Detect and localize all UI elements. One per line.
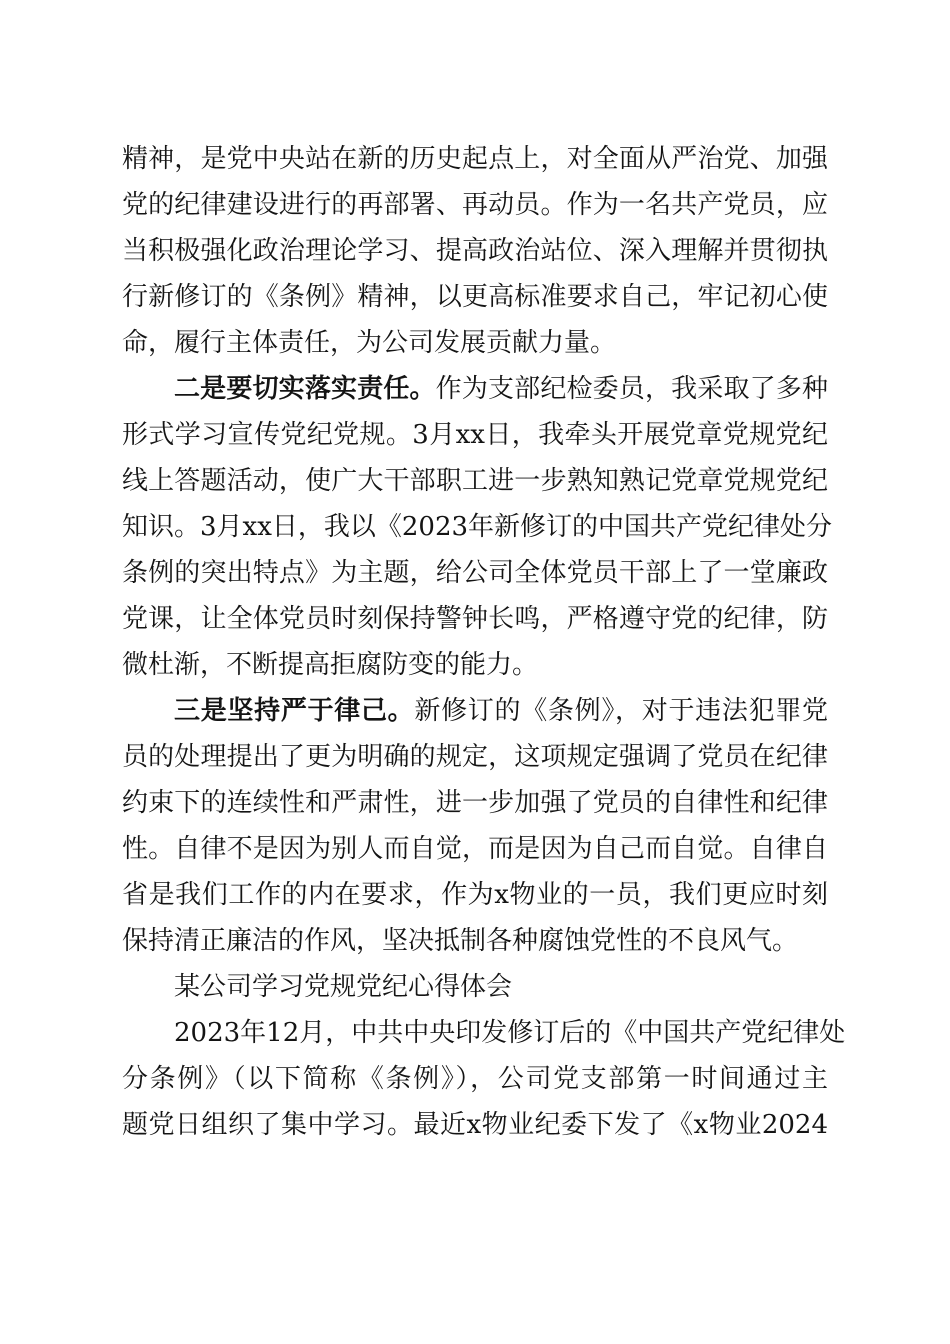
text-line: 条例的突出特点》为主题，给公司全体党员干部上了一堂廉政 bbox=[122, 558, 828, 588]
paragraph-5 bbox=[122, 1010, 846, 1148]
text-line: 当积极强化政治理论学习、提高政治站位、深入理解并贯彻执 bbox=[122, 236, 828, 266]
paragraph-lead: 二是要切实落实责任。 bbox=[174, 374, 436, 404]
text-line: 省是我们工作的内在要求，作为x物业的一员，我们更应时刻 bbox=[122, 880, 828, 910]
text-line: 党的纪律建设进行的再部署、再动员。作为一名共产党员，应 bbox=[122, 190, 828, 220]
text-line: 2023年12月，中共中央印发修订后的《中国共产党纪律处 bbox=[174, 1018, 846, 1048]
heading-text: 某公司学习党规党纪心得体会 bbox=[174, 972, 513, 1002]
text-line: 性。自律不是因为别人而自觉，而是因为自己而自觉。自律自 bbox=[122, 834, 828, 864]
text-line: 党课，让全体党员时刻保持警钟长鸣，严格遵守党的纪律，防 bbox=[122, 604, 828, 634]
text-line: 行新修订的《条例》精神，以更高标准要求自己，牢记初心使 bbox=[122, 282, 828, 312]
text-line: 微杜渐，不断提高拒腐防变的能力。 bbox=[122, 650, 539, 680]
text-line: 分条例》（以下简称《条例》），公司党支部第一时间通过主 bbox=[122, 1064, 828, 1094]
text-line bbox=[122, 366, 828, 412]
text-line: 知识。3月xx日，我以《2023年新修订的中国共产党纪律处分 bbox=[122, 512, 833, 542]
document-body bbox=[122, 136, 846, 1148]
section-heading bbox=[122, 964, 828, 1010]
text-line: 命，履行主体责任，为公司发展贡献力量。 bbox=[122, 328, 617, 358]
text-line: 保持清正廉洁的作风，坚决抵制各种腐蚀党性的不良风气。 bbox=[122, 926, 799, 956]
text-line: 精神，是党中央站在新的历史起点上，对全面从严治党、加强 bbox=[122, 144, 828, 174]
text-line: 形式学习宣传党纪党规。3月xx日，我牵头开展党章党规党纪 bbox=[122, 420, 828, 450]
paragraph-lead: 三是坚持严于律己。 bbox=[174, 696, 415, 726]
paragraph-1 bbox=[122, 136, 828, 366]
paragraph-2 bbox=[122, 366, 833, 688]
text-line: 约束下的连续性和严肃性，进一步加强了党员的自律性和纪律 bbox=[122, 788, 828, 818]
text-line: 线上答题活动，使广大干部职工进一步熟知熟记党章党规党纪 bbox=[122, 466, 828, 496]
paragraph-first-line-rest: 作为支部纪检委员，我采取了多种 bbox=[435, 374, 828, 404]
paragraph-3 bbox=[122, 688, 828, 964]
text-line: 员的处理提出了更为明确的规定，这项规定强调了党员在纪律 bbox=[122, 742, 828, 772]
text-line bbox=[122, 688, 828, 734]
paragraph-first-line-rest: 新修订的《条例》，对于违法犯罪党 bbox=[414, 696, 828, 726]
text-line: 题党日组织了集中学习。最近x物业纪委下发了《x物业2024 bbox=[122, 1110, 828, 1140]
